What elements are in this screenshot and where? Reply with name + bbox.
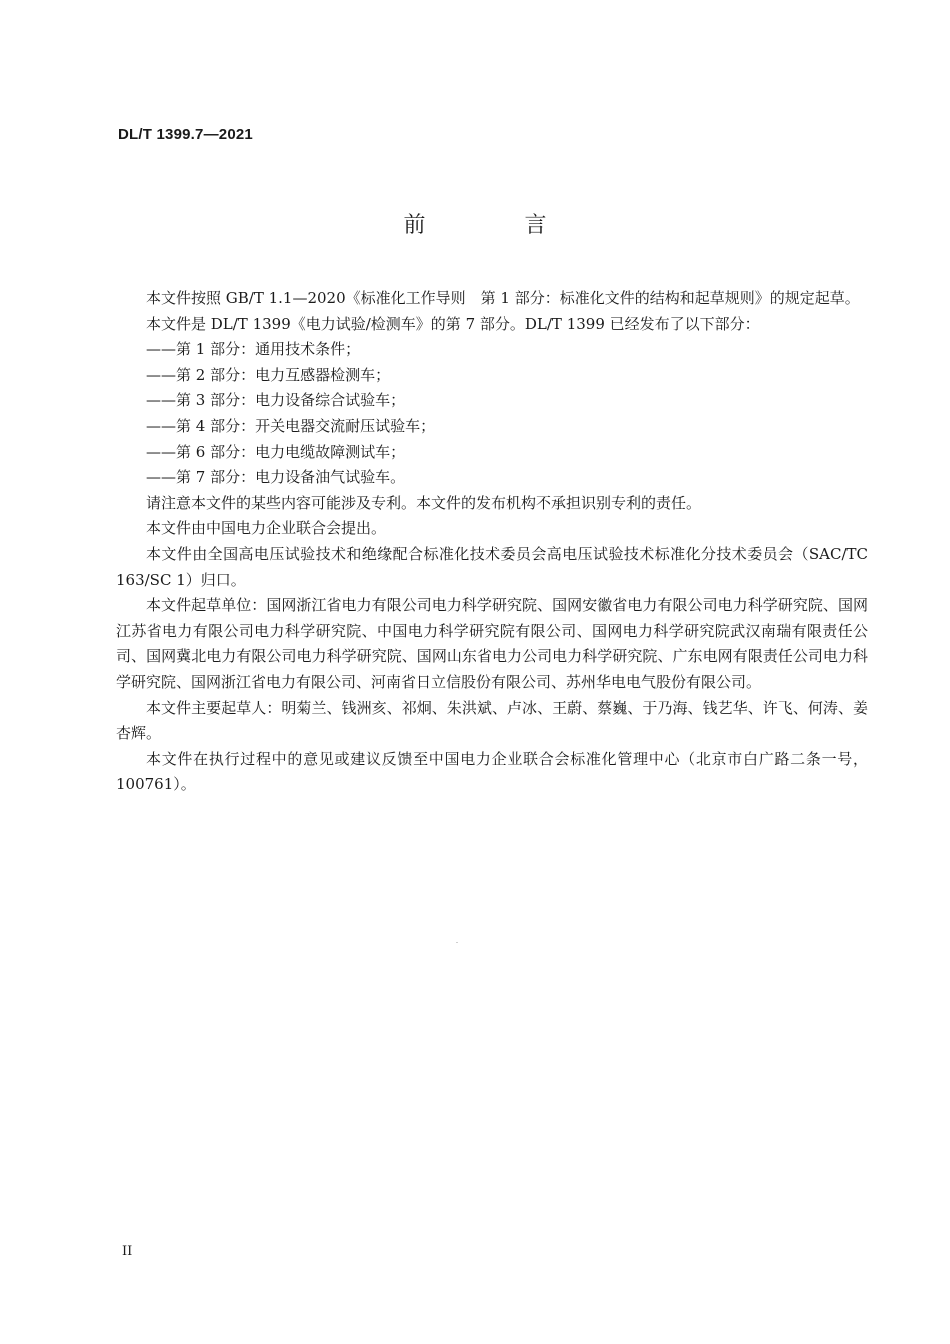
paragraph-committee: 本文件由全国高电压试验技术和绝缘配合标准化技术委员会高电压试验技术标准化分技术委员会（SAC/TC 163/SC 1）归口。 [116, 544, 868, 589]
list-item-part-2: ——第 2 部分：电力互感器检测车； [146, 365, 391, 384]
paragraph-series-intro: 本文件是 DL/T 1399《电力试验/检测车》的第 7 部分。DL/T 1399 已经发布了以下部分： [146, 314, 760, 333]
paragraph-drafting-units: 本文件起草单位：国网浙江省电力有限公司电力科学研究院、国网安徽省电力有限公司电力科学研究院、国网江苏省电力有限公司电力科学研究院、中国电力科学研究院有限公司、国网电力科学研究院武汉南瑞有限责任公司、国网冀北电力有限公司电力科学研究院、国网山东省电力公司电力科学研究院、广东电网有限责任公司电力科学研究院、国网浙江省电力有限公司、河南省日立信股份有限公司、苏州华电电气股份有限公司。 [116, 596, 868, 691]
list-item-part-3: ——第 3 部分：电力设备综合试验车； [146, 391, 406, 410]
foreword-body [116, 286, 868, 798]
paragraph-patent-notice: 请注意本文件的某些内容可能涉及专利。本文件的发布机构不承担识别专利的责任。 [146, 493, 702, 512]
scan-speck [456, 942, 458, 943]
paragraph-proposer: 本文件由中国电力企业联合会提出。 [146, 519, 387, 538]
paragraph-feedback: 本文件在执行过程中的意见或建议反馈至中国电力企业联合会标准化管理中心（北京市白广路二条一号，100761）。 [116, 749, 868, 794]
page-number: II [122, 1244, 133, 1259]
list-item-part-6: ——第 6 部分：电力电缆故障测试车； [146, 442, 406, 461]
list-item-part-7: ——第 7 部分：电力设备油气试验车。 [146, 468, 406, 487]
document-code: DL/T 1399.7—2021 [118, 126, 253, 143]
list-item-part-4: ——第 4 部分：开关电器交流耐压试验车； [146, 416, 436, 435]
paragraph-drafters: 本文件主要起草人：明菊兰、钱洲亥、祁炯、朱洪斌、卢冰、王蔚、蔡巍、于乃海、钱艺华、许飞、何涛、姜杏辉。 [116, 698, 868, 743]
list-item-part-1: ——第 1 部分：通用技术条件； [146, 340, 361, 359]
paragraph-drafting-rules: 本文件按照 GB/T 1.1—2020《标准化工作导则 第 1 部分：标准化文件的结构和起草规则》的规定起草。 [146, 289, 860, 307]
page-title: 前 言 [403, 213, 593, 238]
